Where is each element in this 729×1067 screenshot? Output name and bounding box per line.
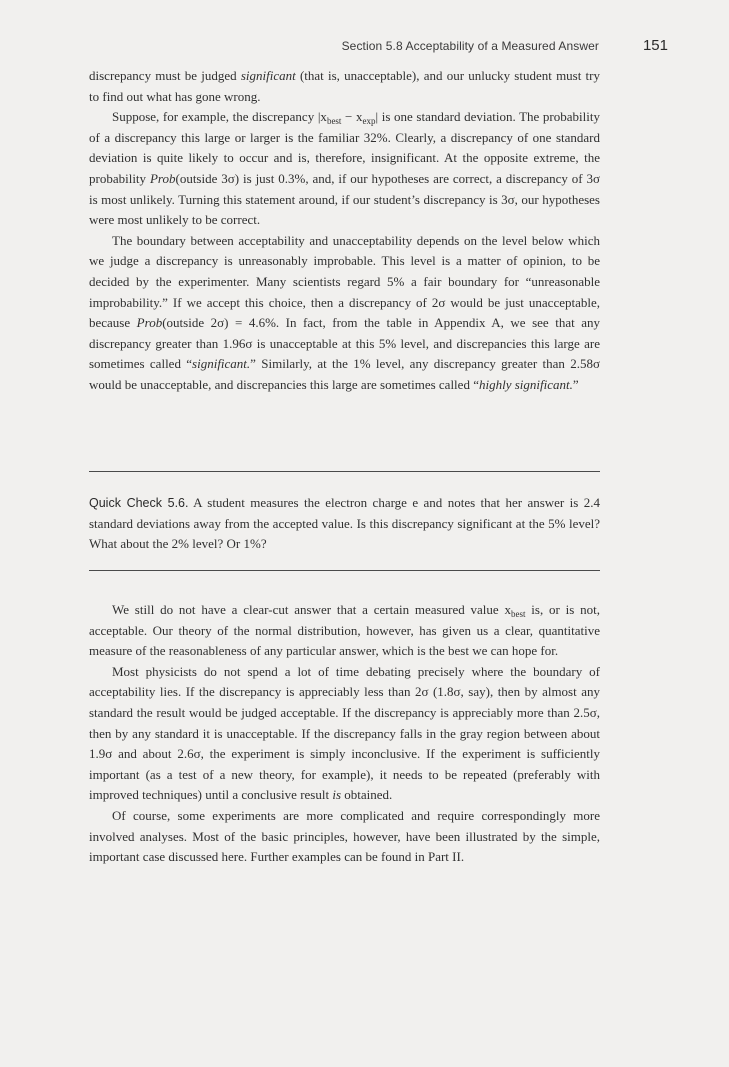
quick-check-label: Quick Check 5.6. — [89, 496, 189, 510]
quick-check-text: A student measures the electron charge e and notes that her answer is 2.4 standard deviations away from the accepted value. Is this discrepancy significant at the 5% level? What about the 2% level? Or 1%? — [89, 495, 600, 552]
quick-check-rule-bottom — [89, 570, 600, 571]
section-title: Section 5.8 Acceptability of a Measured Answer — [341, 39, 599, 53]
running-head — [0, 37, 729, 57]
text-block-top — [89, 66, 600, 396]
quick-check-rule-top — [89, 471, 600, 472]
quick-check-box — [89, 493, 600, 555]
paragraph-4: We still do not have a clear-cut answer that a certain measured value $x_{best}$ is, or is not, acceptable. Our theory of the normal distribution, however, has given us a clear, quantitative measure of the reasonableness of any particular answer, which is the best we can hope for. — [89, 602, 600, 659]
text-block-bottom — [89, 600, 600, 868]
paragraph-6: Of course, some experiments are more complicated and require correspondingly more involved analyses. Most of the basic principles, however, have been illustrated by the simple, important case discussed here. Further examples can be found in Part II. — [89, 807, 600, 865]
paragraph-1: discrepancy must be judged significant (that is, unacceptable), and our unlucky student must try to find out what has gone wrong. — [89, 68, 600, 104]
paragraph-2: Suppose, for example, the discrepancy $|x_{best} - x_{exp}|$ is one standard deviation. The probability of a discrepancy this large or larger is the familiar 32%. Clearly, a discrepancy of one standard deviation is quite likely to occur and is, therefore, insignificant. At the opposite extreme, the probability Prob(outside 3σ) is just 0.3%, and, if our hypotheses are correct, a discrepancy of 3σ is most unlikely. Turning this statement around, if our student’s discrepancy is 3σ, our hypotheses were most unlikely to be correct. — [89, 109, 601, 228]
paragraph-5: Most physicists do not spend a lot of time debating precisely where the boundary of acceptability lies. If the discrepancy is appreciably less than 2σ (1.8σ, say), then by almost any standard the result would be judged acceptable. If the discrepancy is appreciably more than 2.5σ, then by any standard it is unacceptable. If the discrepancy falls in the gray region between about 1.9σ and about 2.6σ, the experiment is simply inconclusive. If the experiment is sufficiently important (as a test of a new theory, for example), it needs to be repeated (preferably with improved techniques) until a conclusive result is obtained. — [89, 663, 600, 803]
page-number: 151 — [642, 37, 668, 54]
paragraph-3: The boundary between acceptability and unacceptability depends on the level below which we judge a discrepancy is unreasonably improbable. This level is a matter of opinion, to be decided by the experimenter. Many scientists regard 5% a fair boundary for “unreasonable improbability.” If we accept this choice, then a discrepancy of 2σ would be just unacceptable, because Prob(outside 2σ) = 4.6%. In fact, from the table in Appendix A, we see that any discrepancy greater than 1.96σ is unacceptable at this 5% level, and discrepancies this large are sometimes called “significant.” Similarly, at the 1% level, any discrepancy greater than 2.58σ would be unacceptable, and discrepancies this large are sometimes called “highly significant.” — [89, 232, 601, 392]
